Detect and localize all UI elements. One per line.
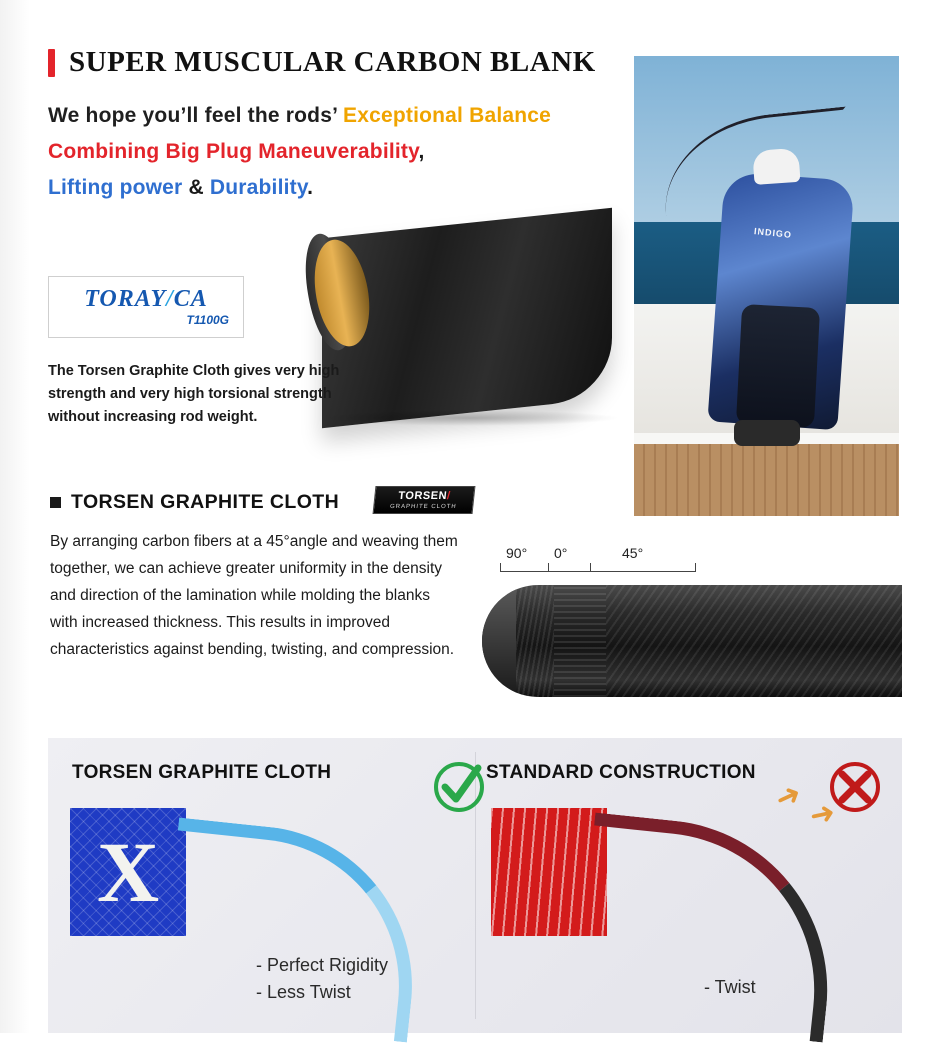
torsen-badge-name: TORSEN [397,489,448,502]
lead-line1-plain: We hope you’ll feel the rods’ [48,104,343,127]
left-edge-gradient [0,0,30,1033]
comparison-left-title: TORSEN GRAPHITE CLOTH [72,762,332,783]
standard-rod-illustration [584,800,814,1030]
layup-tick-1 [548,563,549,572]
carbon-sheet-roll-image [300,215,630,430]
layup-label-0: 0° [554,545,568,561]
lead-line3-highlight-a: Lifting power [48,176,183,199]
hero-photo-angler [634,56,899,516]
hero-angler-legs [736,304,820,428]
twist-arrow-icon-2: ➜ [806,795,839,834]
twist-arrow-icon-1: ➜ [769,776,807,817]
layup-scale [500,545,696,575]
hero-angler-shoe [734,420,800,446]
layup-tick-2 [590,563,591,572]
carbon-blank-tube [482,585,902,697]
torayca-description: The Torsen Graphite Cloth gives very high strength and very high torsional strength without increasing rod weight. [48,363,340,425]
comparison-left-bullet-2: - Less Twist [256,982,351,1002]
torayca-model-text: T1100G [186,313,229,327]
lead-line1-highlight: Exceptional Balance [343,104,552,127]
torayca-brand: TORAY [84,286,167,312]
comparison-left-bullet-1: - Perfect Rigidity [256,955,389,975]
lead-line3-amp: & [182,176,210,199]
weave-x-symbol: X [96,824,160,920]
torayca-brand-end: CA [173,286,208,312]
torsen-graphite-cloth-badge [373,486,476,514]
torsen-badge-slash: / [446,489,452,502]
torayca-brand-slash: / [166,286,174,312]
page-title [48,46,596,79]
torsen-badge-line1 [398,491,451,502]
layup-scale-line [500,571,696,572]
lead-line2-highlight: Combining Big Plug Maneuverability [48,140,419,163]
layup-tick-3 [695,563,696,572]
page-title-text: SUPER MUSCULAR CARBON BLANK [69,46,596,78]
carbon-sheet-shadow [320,410,620,426]
tube-zone-45 [606,585,902,697]
section-title-torsen [50,491,339,514]
lead-line3-tail: . [307,176,314,199]
standard-rod-curve [574,812,844,1042]
torsen-badge-line2: GRAPHITE CLOTH [389,503,457,510]
blank-layup-diagram [482,545,902,715]
torayca-logo-text [84,287,208,311]
square-bullet-icon [50,497,61,508]
torayca-logo-badge [48,276,244,338]
comparison-panel [48,738,902,1033]
layup-label-45: 45° [622,545,644,561]
tube-zone-90 [516,585,554,697]
lead-paragraph [48,98,628,206]
lead-line3-highlight-b: Durability [209,176,308,199]
title-accent-bar [48,49,55,77]
comparison-right-title: STANDARD CONSTRUCTION [486,762,756,783]
torsen-description: By arranging carbon fibers at a 45°angle and weaving them together, we can achieve greater uniformity in the density and direction of the lamination while molding the blanks with increased thickness. This results in improved characteristics against bending, twisting, and compression. [50,533,458,658]
hero-deck [634,444,899,516]
tube-end-cap [482,585,516,697]
section-title-torsen-text: TORSEN GRAPHITE CLOTH [71,491,340,513]
comparison-right-bullet-1: - Twist [704,977,756,997]
layup-label-90: 90° [506,545,528,561]
tube-zone-0 [554,585,606,697]
hero-jersey-logo: INDIGO [753,226,793,240]
check-mark-icon [430,758,488,816]
lead-line2-tail: , [418,140,425,163]
layup-tick-0 [500,563,501,572]
torsen-rod-curve [158,817,428,1042]
cross-mark-icon [826,758,884,816]
